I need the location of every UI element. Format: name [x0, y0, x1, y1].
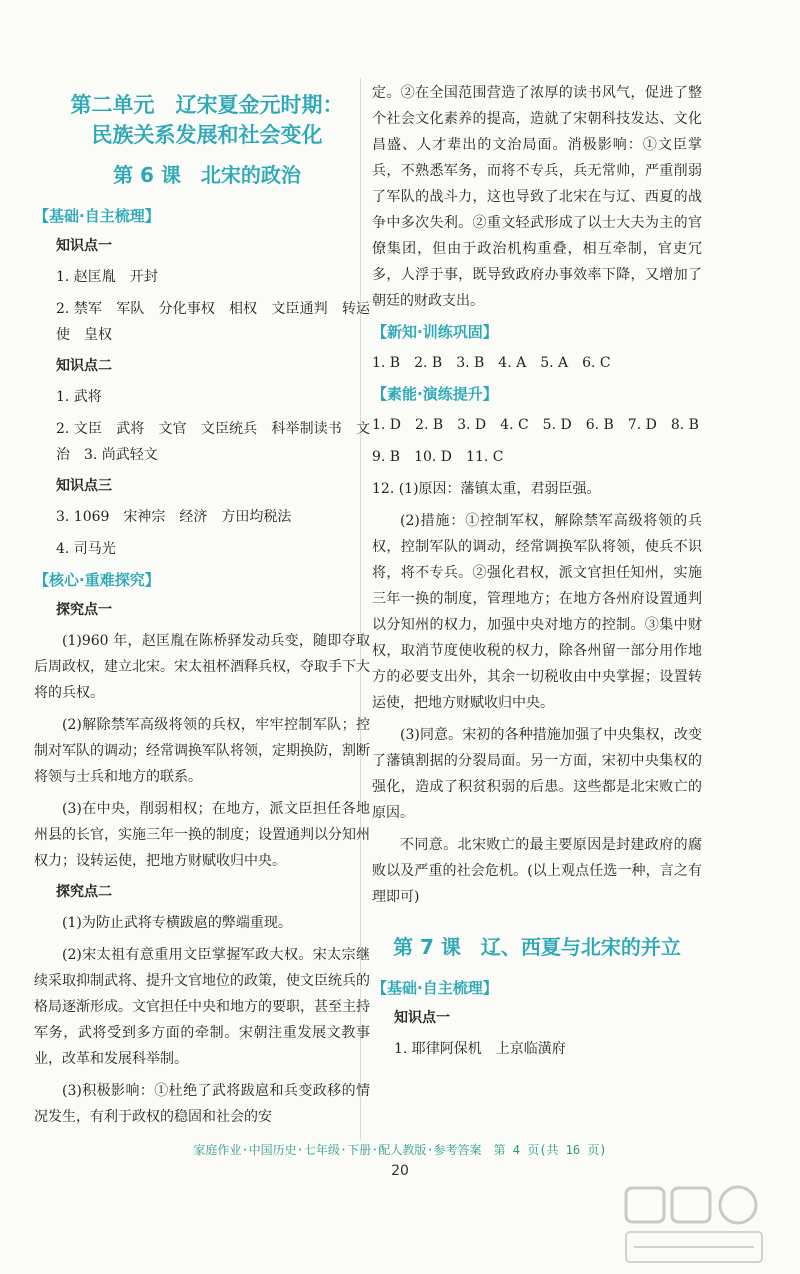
lesson6-title: 第 6 课 北宋的政治 [113, 163, 301, 187]
section-heading-basic-2: 【基础·自主梳理】 [372, 979, 498, 997]
explore1-para-2: (2)解除禁军高级将领的兵权，牢牢控制军队；控制对军队的调动；经常调换军队将领，定期换防，割断将领与士兵和地方的联系。 [34, 717, 370, 785]
explore-point-2-heading: 探究点二 [56, 884, 112, 900]
explore-point-1-heading: 探究点一 [56, 602, 112, 618]
practice-answers: 1. B 2. B 3. B 4. A 5. A 6. C [372, 355, 611, 371]
kp1-item-2: 2. 禁军 军队 分化事权 相权 文臣通判 转运使 皇权 [56, 301, 370, 343]
kp3-item-2: 4. 司马光 [56, 541, 116, 557]
kp2-item-2: 2. 文臣 武将 文官 文臣统兵 科举制读书 文治 3. 尚武轻文 [56, 421, 370, 463]
section-heading-basic: 【基础·自主梳理】 [34, 207, 160, 225]
q12-part-1: 12. (1)原因：藩镇太重，君弱臣强。 [372, 481, 601, 497]
continued-paragraph: 定。②在全国范围营造了浓厚的读书风气，促进了整个社会文化素养的提高，造就了宋朝科技发达、文化昌盛、人才辈出的文治局面。消极影响：①文臣掌兵，不熟悉军务，而将不专兵，兵无常帅，严重削弱了军队的战斗力，这也导致了北宋在与辽、西夏的战争中多次失利。②重文轻武形成了以士大夫为主的官僚集团，但由于政治机构重叠，相互牵制，官吏冗多，人浮于事，既导致政府办事效率下降，又增加了朝廷的财政支出。 [372, 85, 702, 309]
kp1-item-1: 1. 赵匡胤 开封 [56, 269, 158, 285]
unit-title [44, 90, 370, 150]
advanced-answers-row-1: 1. D 2. B 3. D 4. C 5. D 6. B 7. D 8. B [372, 417, 699, 433]
right-column [372, 80, 702, 1068]
section-heading-advanced: 【素能·演练提升】 [372, 385, 498, 403]
knowledge-point-3-heading: 知识点三 [56, 478, 112, 494]
explore2-para-3: (3)积极影响：①杜绝了武将跋扈和兵变政移的情况发生，有利于政权的稳固和社会的安 [34, 1083, 370, 1125]
q12-part-2: (2)措施：①控制军权，解除禁军高级将领的兵权，控制军队的调动，经常调换军队将领，使兵不识将，将不专兵。②强化君权，派文官担任知州，实施三年一换的制度，管理地方；在地方各州府设置通判以分知州的权力，加强中央对地方的控制。③集中财权，取消节度使收税的权力，除各州留一部分用作地方的必要支出外，其余一切税收由中央掌握；设置转运使，把地方财赋收归中央。 [372, 513, 702, 711]
knowledge-point-heading-2: 知识点一 [394, 1010, 450, 1026]
explore1-para-1: (1)960 年，赵匡胤在陈桥驿发动兵变，随即夺取后周政权，建立北宋。宋太祖杯酒释兵权，夺取手下大将的兵权。 [34, 633, 370, 701]
explore2-para-2: (2)宋太祖有意重用文臣掌握军政大权。宋太宗继续采取抑制武将、提升文官地位的政策，使文臣统兵的格局逐渐形成。文官担任中央和地方的要职，甚至主持军务，武将受到多方面的牵制。宋朝注重发展文教事业，改革和发展科举制。 [34, 947, 370, 1067]
unit-title-line1: 第二单元 辽宋夏金元时期： [70, 93, 344, 117]
advanced-answers-row-2: 9. B 10. D 11. C [372, 449, 504, 465]
watermark-logo [620, 1180, 770, 1270]
page-footer: 家庭作业·中国历史·七年级·下册·配人教版·参考答案 第 4 页(共 16 页) [193, 1143, 607, 1157]
page-number: 20 [391, 1163, 409, 1179]
q12-part-3: (3)同意。宋初的各种措施加强了中央集权，改变了藩镇割据的分裂局面。另一方面，宋初中央集权的强化，造成了积贫积弱的后患。这些都是北宋败亡的原因。 [372, 727, 702, 821]
left-column [34, 80, 370, 1136]
section-heading-practice: 【新知·训练巩固】 [372, 323, 498, 341]
lesson7-title: 第 7 课 辽、西夏与北宋的并立 [393, 935, 681, 959]
explore2-para-1: (1)为防止武将专横跋扈的弊端重现。 [62, 915, 292, 931]
section-heading-core: 【核心·重难探究】 [34, 571, 160, 589]
kp4-item-1: 1. 耶律阿保机 上京临潢府 [394, 1041, 566, 1057]
kp3-item-1: 3. 1069 宋神宗 经济 方田均税法 [56, 509, 292, 525]
knowledge-point-1-heading: 知识点一 [56, 238, 112, 254]
knowledge-point-2-heading: 知识点二 [56, 358, 112, 374]
explore1-para-3: (3)在中央，削弱相权；在地方，派文臣担任各地州县的长官，实施三年一换的制度；设置通判以分知州权力；设转运使，把地方财赋收归中央。 [34, 801, 370, 869]
unit-title-line2: 民族关系发展和社会变化 [91, 123, 323, 147]
q12-part-4: 不同意。北宋败亡的最主要原因是封建政府的腐败以及严重的社会危机。(以上观点任选一种，言之有理即可) [372, 837, 702, 905]
kp2-item-1: 1. 武将 [56, 389, 102, 405]
